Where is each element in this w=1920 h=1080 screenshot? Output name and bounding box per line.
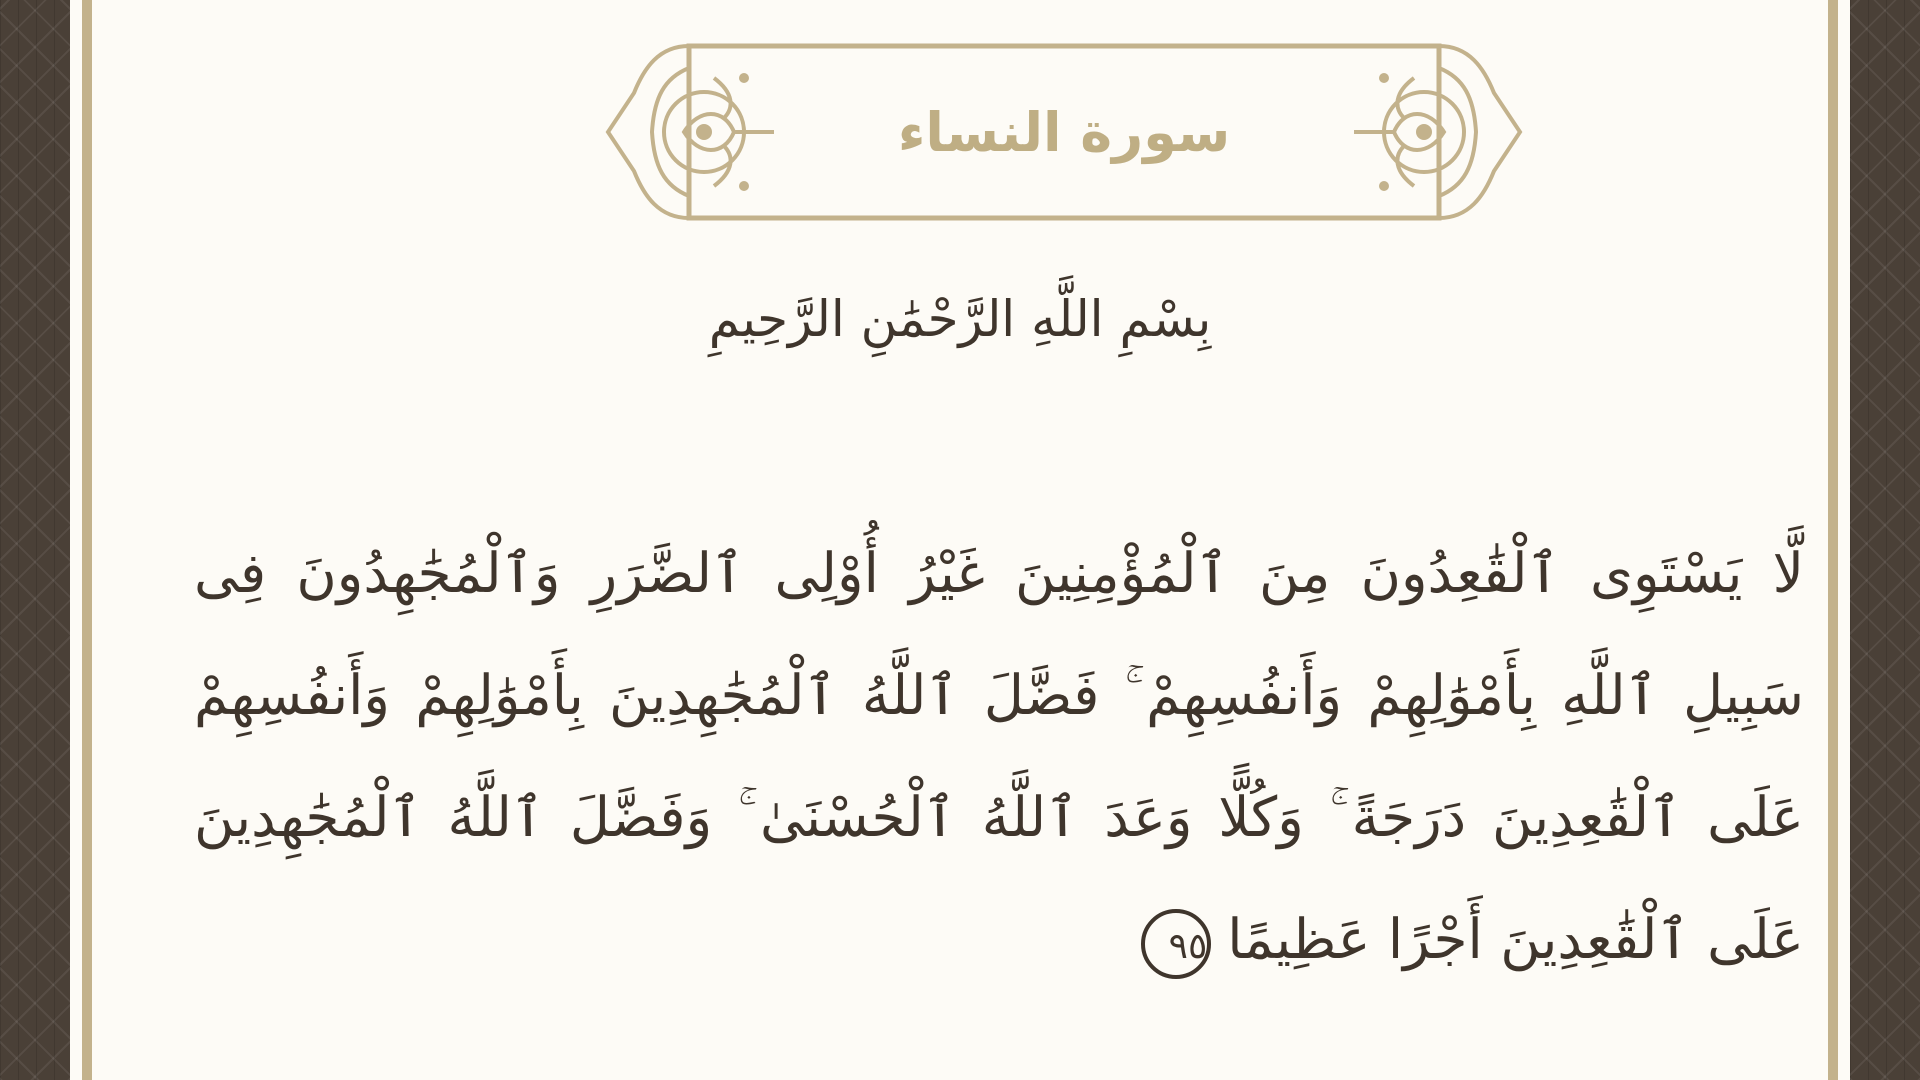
left-ornamental-border — [0, 0, 70, 1080]
basmala: بِسْمِ اللَّهِ الرَّحْمَٰنِ الرَّحِيمِ — [708, 290, 1212, 348]
left-gold-rule — [82, 0, 92, 1080]
verse-body: لَّا يَسْتَوِى ٱلْقَٰعِدُونَ مِنَ ٱلْمُؤْمِنِينَ غَيْرُ أُوْلِى ٱلضَّرَرِ وَٱلْمُجَٰهِدُونَ فِى سَبِيلِ ٱللَّهِ بِأَمْوَٰلِهِمْ وَأَنفُسِهِمْ ۚ فَضَّلَ ٱللَّهُ ٱلْمُجَٰهِدِينَ بِأَمْوَٰلِهِمْ وَأَنفُسِهِمْ عَلَى ٱلْقَٰعِدِينَ دَرَجَةً ۚ وَكُلًّا وَعَدَ ٱللَّهُ ٱلْحُسْنَىٰ ۚ وَفَضَّلَ ٱللَّهُ ٱلْمُجَٰهِدِينَ عَلَى ٱلْقَٰعِدِينَ أَجْرًا عَظِيمًا — [194, 541, 1804, 971]
verse-text — [194, 512, 1804, 1000]
right-gold-rule — [1828, 0, 1838, 1080]
mushaf-page — [104, 0, 1816, 1080]
surah-title: سورة النساء — [897, 100, 1231, 164]
ayah-number-marker: ٩٥ — [1141, 909, 1211, 979]
right-ornamental-border — [1850, 0, 1920, 1080]
surah-header-banner — [604, 38, 1524, 226]
